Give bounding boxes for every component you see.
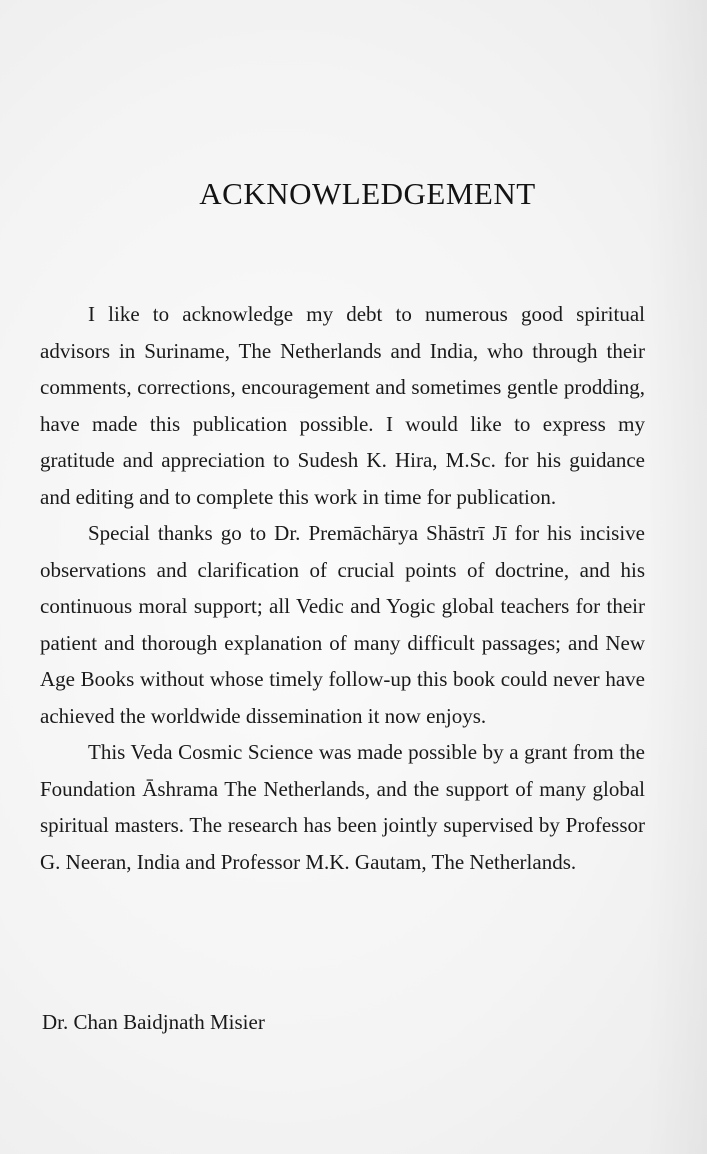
acknowledgement-body [40, 296, 645, 880]
paragraph-3: This Veda Cosmic Science was made possible by a grant from the Foundation Āshrama The Netherlands, and the support of many global spiritual masters. The research has been jointly supervised by Professor G. Neeran, India and Professor M.K. Gautam, The Netherlands. [40, 740, 645, 874]
page-title: ACKNOWLEDGEMENT [199, 176, 536, 211]
author-signature: Dr. Chan Baidjnath Misier [42, 1010, 265, 1034]
paragraph-1: I like to acknowledge my debt to numerous good spiritual advisors in Suriname, The Netherlands and India, who through their comments, corrections, encouragement and sometimes gentle prodding, have made this publication possible. I would like to express my gratitude and appreciation to Sudesh K. Hira, M.Sc. for his guidance and editing and to complete this work in time for publication. [40, 302, 645, 509]
paragraph-2: Special thanks go to Dr. Premāchārya Shāstrī Jī for his incisive observations and clarification of crucial points of doctrine, and his continuous moral support; all Vedic and Yogic global teachers for their patient and thorough explanation of many difficult passages; and New Age Books without whose timely follow-up this book could never have achieved the worldwide dissemination it now enjoys. [40, 521, 645, 728]
